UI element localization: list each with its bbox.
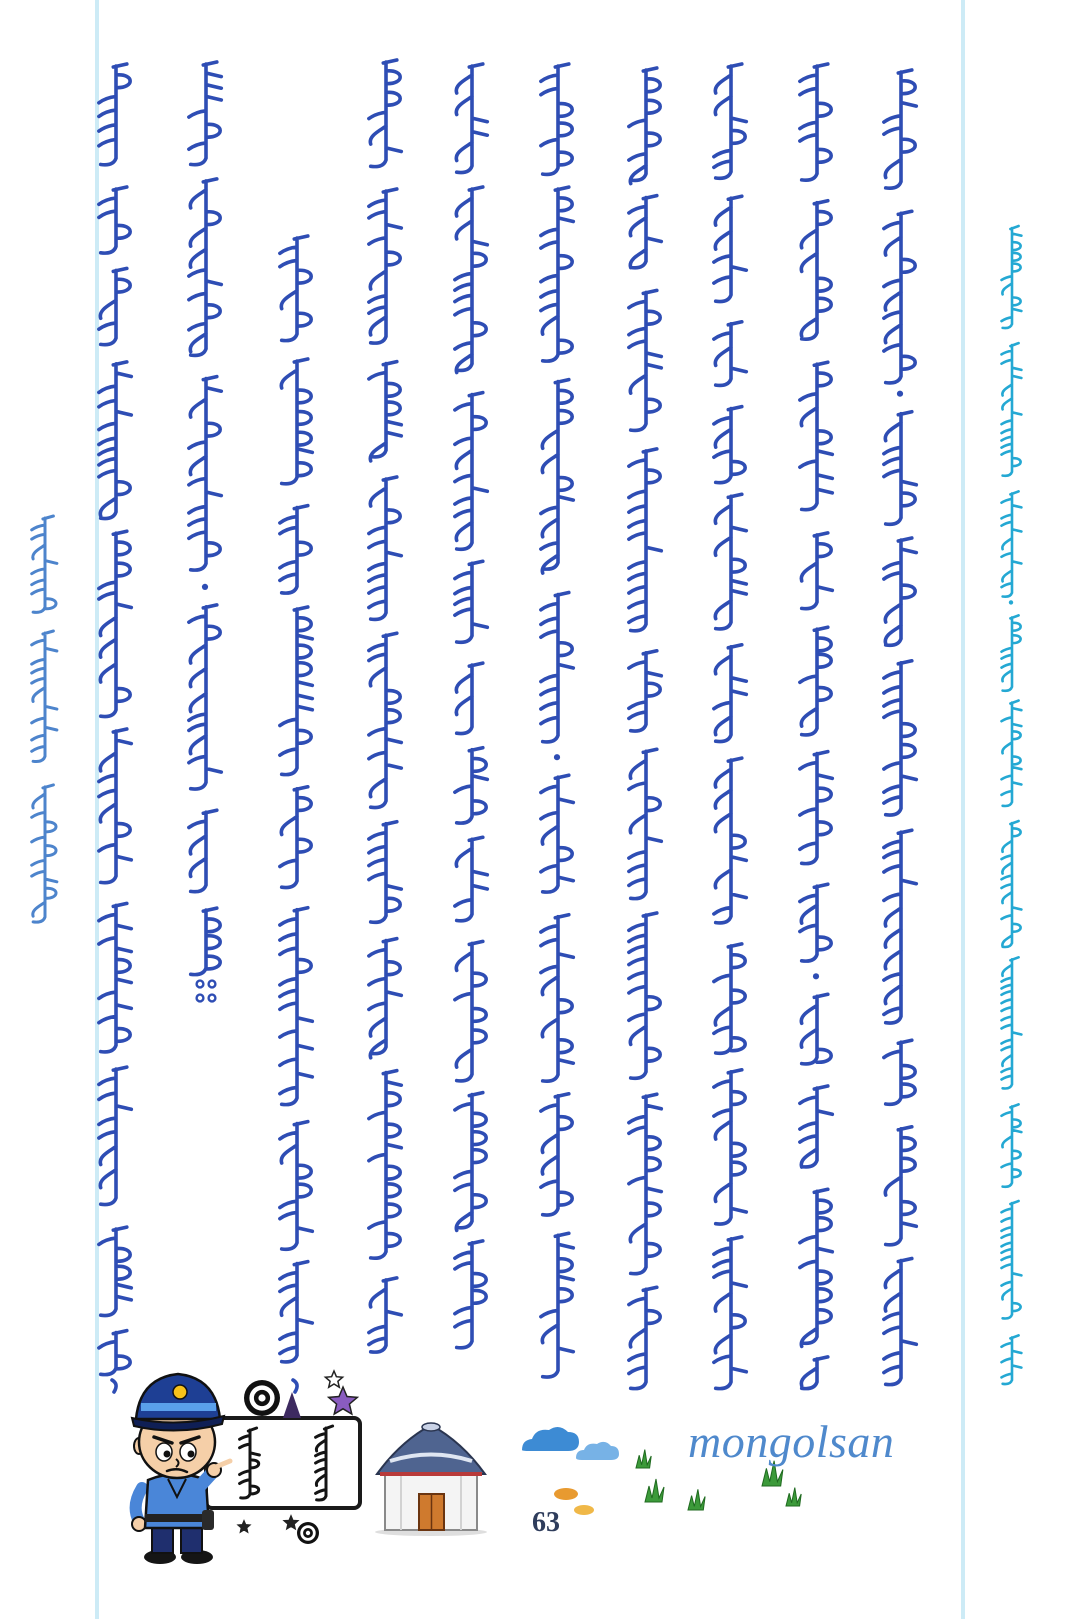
script-word [280, 1262, 312, 1362]
fullstop-mark [209, 981, 216, 988]
grass-tuft [688, 1489, 705, 1510]
punctuation-mark [813, 973, 819, 979]
script-word [541, 775, 573, 892]
footnote [1002, 226, 1022, 1384]
script-word [280, 787, 311, 888]
script-word [629, 913, 660, 1078]
script-word [369, 189, 401, 343]
script-word [884, 1259, 916, 1385]
script-word [99, 1067, 131, 1204]
script-word [1002, 1335, 1022, 1384]
script-word [455, 187, 487, 373]
cap-badge [173, 1385, 187, 1399]
triangle-icon [283, 1392, 301, 1418]
text-column [884, 70, 916, 1385]
script-word [629, 68, 660, 184]
script-word [455, 561, 487, 642]
script-word [455, 748, 487, 823]
script-word [884, 830, 916, 1023]
script-word [189, 179, 221, 356]
script-word [541, 593, 573, 742]
roof-crown [422, 1423, 440, 1431]
text-column [280, 236, 312, 1392]
body-text [99, 60, 916, 1392]
script-word [800, 362, 832, 510]
script-word [455, 837, 487, 921]
script-word [280, 236, 311, 341]
yurt-icon [375, 1423, 487, 1536]
grass-tuft [645, 1479, 664, 1502]
punctuation-mark [1009, 600, 1013, 604]
star-icon [329, 1387, 358, 1414]
script-word [369, 477, 401, 619]
script-word [280, 607, 312, 775]
fullstop-mark [197, 981, 204, 988]
script-word [714, 196, 746, 301]
brand-text: mongolsan [688, 1416, 895, 1467]
text-column [455, 64, 487, 1348]
script-word [99, 903, 131, 1052]
script-word [32, 631, 57, 762]
script-word [1002, 821, 1022, 947]
ring [306, 1531, 310, 1535]
script-word [455, 941, 486, 1081]
holster [202, 1510, 214, 1530]
script-word [369, 1071, 401, 1259]
script-word [1002, 343, 1022, 476]
script-word [714, 758, 746, 923]
right-pupil [188, 1451, 195, 1458]
punctuation-mark [897, 391, 903, 397]
grass-tuft [636, 1450, 651, 1468]
script-word [99, 1331, 130, 1375]
script-word [281, 359, 312, 484]
cloud-shape [522, 1427, 579, 1451]
spiral-icon [297, 1522, 319, 1544]
script-word [800, 884, 831, 961]
grass-tuft [786, 1488, 801, 1506]
text-column [714, 64, 746, 1389]
fullstop-mark [197, 995, 204, 1002]
script-word [280, 908, 312, 1105]
script-word [99, 362, 131, 519]
footnote-column [1002, 226, 1022, 1384]
script-word [629, 1287, 660, 1388]
script-word [99, 1227, 131, 1315]
script-word [541, 380, 573, 573]
script-word [629, 749, 661, 898]
script-word [1002, 701, 1022, 807]
script-word [629, 1094, 661, 1274]
comma-mark [293, 1380, 297, 1392]
text-column [541, 64, 573, 1377]
script-word [99, 729, 131, 883]
script-word [99, 268, 130, 344]
star-icon [238, 1521, 249, 1532]
fullstop-mark [209, 995, 216, 1002]
script-word [280, 506, 311, 594]
script-word [714, 944, 745, 1053]
script-word [280, 1122, 312, 1250]
script-word [885, 1127, 916, 1245]
script-word [629, 196, 661, 268]
script-word [801, 201, 831, 340]
script-word [714, 645, 746, 742]
script-word [541, 1233, 573, 1377]
script-word [99, 64, 130, 165]
yurt-roof [377, 1425, 485, 1474]
script-word [629, 449, 661, 631]
text-column [99, 64, 131, 1392]
script-word [99, 187, 130, 253]
text-column [629, 68, 661, 1389]
page-number: 63 [532, 1507, 560, 1538]
script-word [369, 633, 401, 807]
script-word [884, 211, 915, 383]
script-word [884, 661, 916, 815]
punctuation-mark [202, 584, 208, 590]
star-icon [284, 1516, 297, 1529]
right-leg [181, 1526, 202, 1553]
script-word [541, 187, 573, 361]
script-word [191, 908, 220, 975]
script-word [32, 785, 57, 922]
script-word [369, 60, 401, 167]
script-word [369, 822, 401, 923]
belt [145, 1514, 209, 1522]
script-word [715, 494, 746, 629]
script-word [1002, 957, 1022, 1088]
script-word [189, 62, 221, 165]
script-word [541, 64, 572, 174]
cloud-icon [522, 1427, 579, 1451]
ring [258, 1394, 265, 1401]
cap-band [141, 1403, 216, 1411]
script-word [99, 531, 131, 716]
script-word [189, 377, 221, 571]
script-word [32, 516, 57, 612]
star-icon [325, 1371, 342, 1387]
script-word [369, 1278, 401, 1352]
spiral-icon [244, 1380, 280, 1416]
script-word [189, 810, 217, 892]
script-word [541, 1094, 572, 1215]
script-word [1002, 491, 1022, 596]
running-header [32, 516, 57, 922]
script-word [456, 64, 487, 173]
cloud-icon [576, 1442, 619, 1460]
script-word [801, 533, 832, 609]
script-word [884, 1040, 915, 1104]
script-word [800, 64, 831, 180]
script-word [800, 752, 832, 864]
script-word [714, 407, 745, 483]
comma-mark [112, 1380, 116, 1392]
script-word [800, 1086, 832, 1167]
policeman-icon [132, 1374, 230, 1564]
script-word [1002, 1201, 1022, 1319]
script-word [455, 1241, 486, 1348]
script-word [800, 1189, 832, 1346]
text-column [189, 62, 221, 1001]
script-word [455, 393, 487, 550]
script-word [714, 1237, 746, 1389]
stone [554, 1488, 578, 1500]
script-word [884, 412, 916, 525]
script-word [541, 915, 573, 1082]
stones-icon [554, 1488, 594, 1515]
script-word [456, 663, 482, 733]
header-column [32, 516, 57, 922]
script-word [369, 362, 401, 461]
stone [574, 1505, 594, 1515]
script-word [714, 64, 746, 178]
script-word [1002, 615, 1021, 690]
script-word [455, 1093, 486, 1231]
left-leg [152, 1526, 173, 1553]
punctuation-mark [554, 754, 560, 760]
script-word [714, 322, 746, 386]
script-word [1002, 226, 1022, 328]
script-word [629, 651, 661, 731]
script-word [1002, 1104, 1022, 1186]
script-word [189, 605, 221, 789]
cloud-shape [576, 1442, 619, 1460]
script-word [884, 70, 916, 188]
left-pupil [164, 1451, 171, 1458]
script-word [629, 290, 661, 430]
script-word [801, 994, 831, 1064]
script-word [884, 538, 916, 645]
text-column [800, 64, 832, 1389]
script-word [800, 627, 831, 735]
script-word [369, 939, 401, 1058]
script-word [801, 1357, 827, 1389]
text-column [369, 60, 401, 1352]
script-word [714, 1070, 746, 1224]
